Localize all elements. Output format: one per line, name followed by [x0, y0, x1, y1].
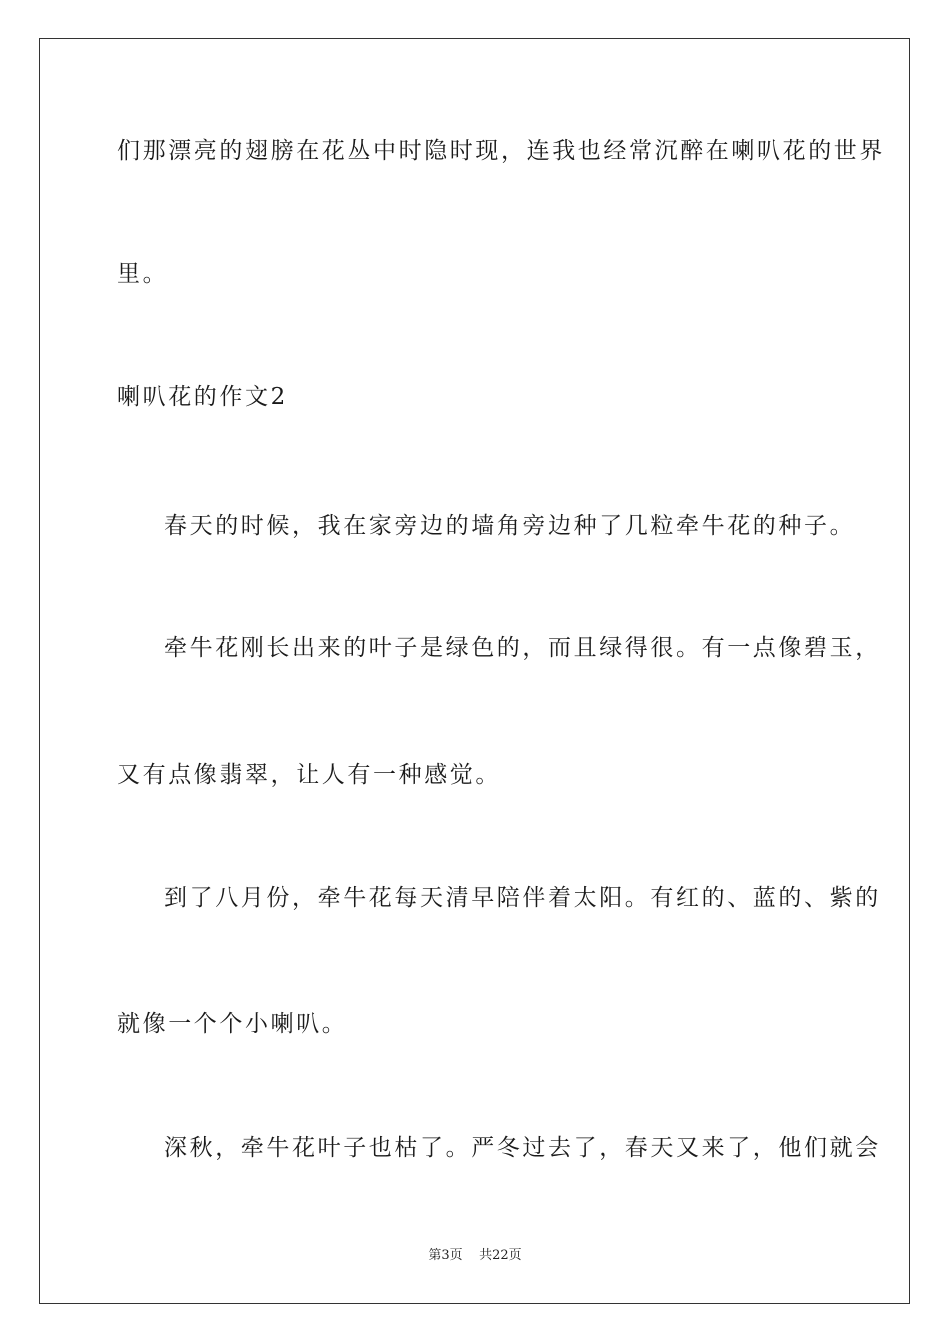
paragraph-line: 里。 — [117, 261, 169, 287]
paragraph-line: 到了八月份，牵牛花每天清早陪伴着太阳。有红的、蓝的、紫的 — [164, 885, 881, 911]
paragraph-line: 春天的时候，我在家旁边的墙角旁边种了几粒牵牛花的种子。 — [164, 513, 856, 539]
paragraph-line: 牵牛花刚长出来的叶子是绿色的，而且绿得很。有一点像碧玉， — [164, 635, 881, 661]
page-total: 共22页 — [479, 1248, 522, 1263]
paragraph-line: 们那漂亮的翅膀在花丛中时隐时现，连我也经常沉醉在喇叭花的世界 — [117, 138, 885, 164]
paragraph-line: 深秋，牵牛花叶子也枯了。严冬过去了，春天又来了，他们就会 — [164, 1135, 881, 1161]
page-number: 第3页 — [428, 1248, 463, 1263]
paragraph-line: 又有点像翡翠，让人有一种感觉。 — [117, 762, 501, 788]
paragraph-line: 就像一个个小喇叭。 — [117, 1011, 348, 1037]
page-footer — [0, 1247, 950, 1265]
section-title: 喇叭花的作文2 — [117, 384, 288, 410]
page-border — [39, 38, 910, 1304]
